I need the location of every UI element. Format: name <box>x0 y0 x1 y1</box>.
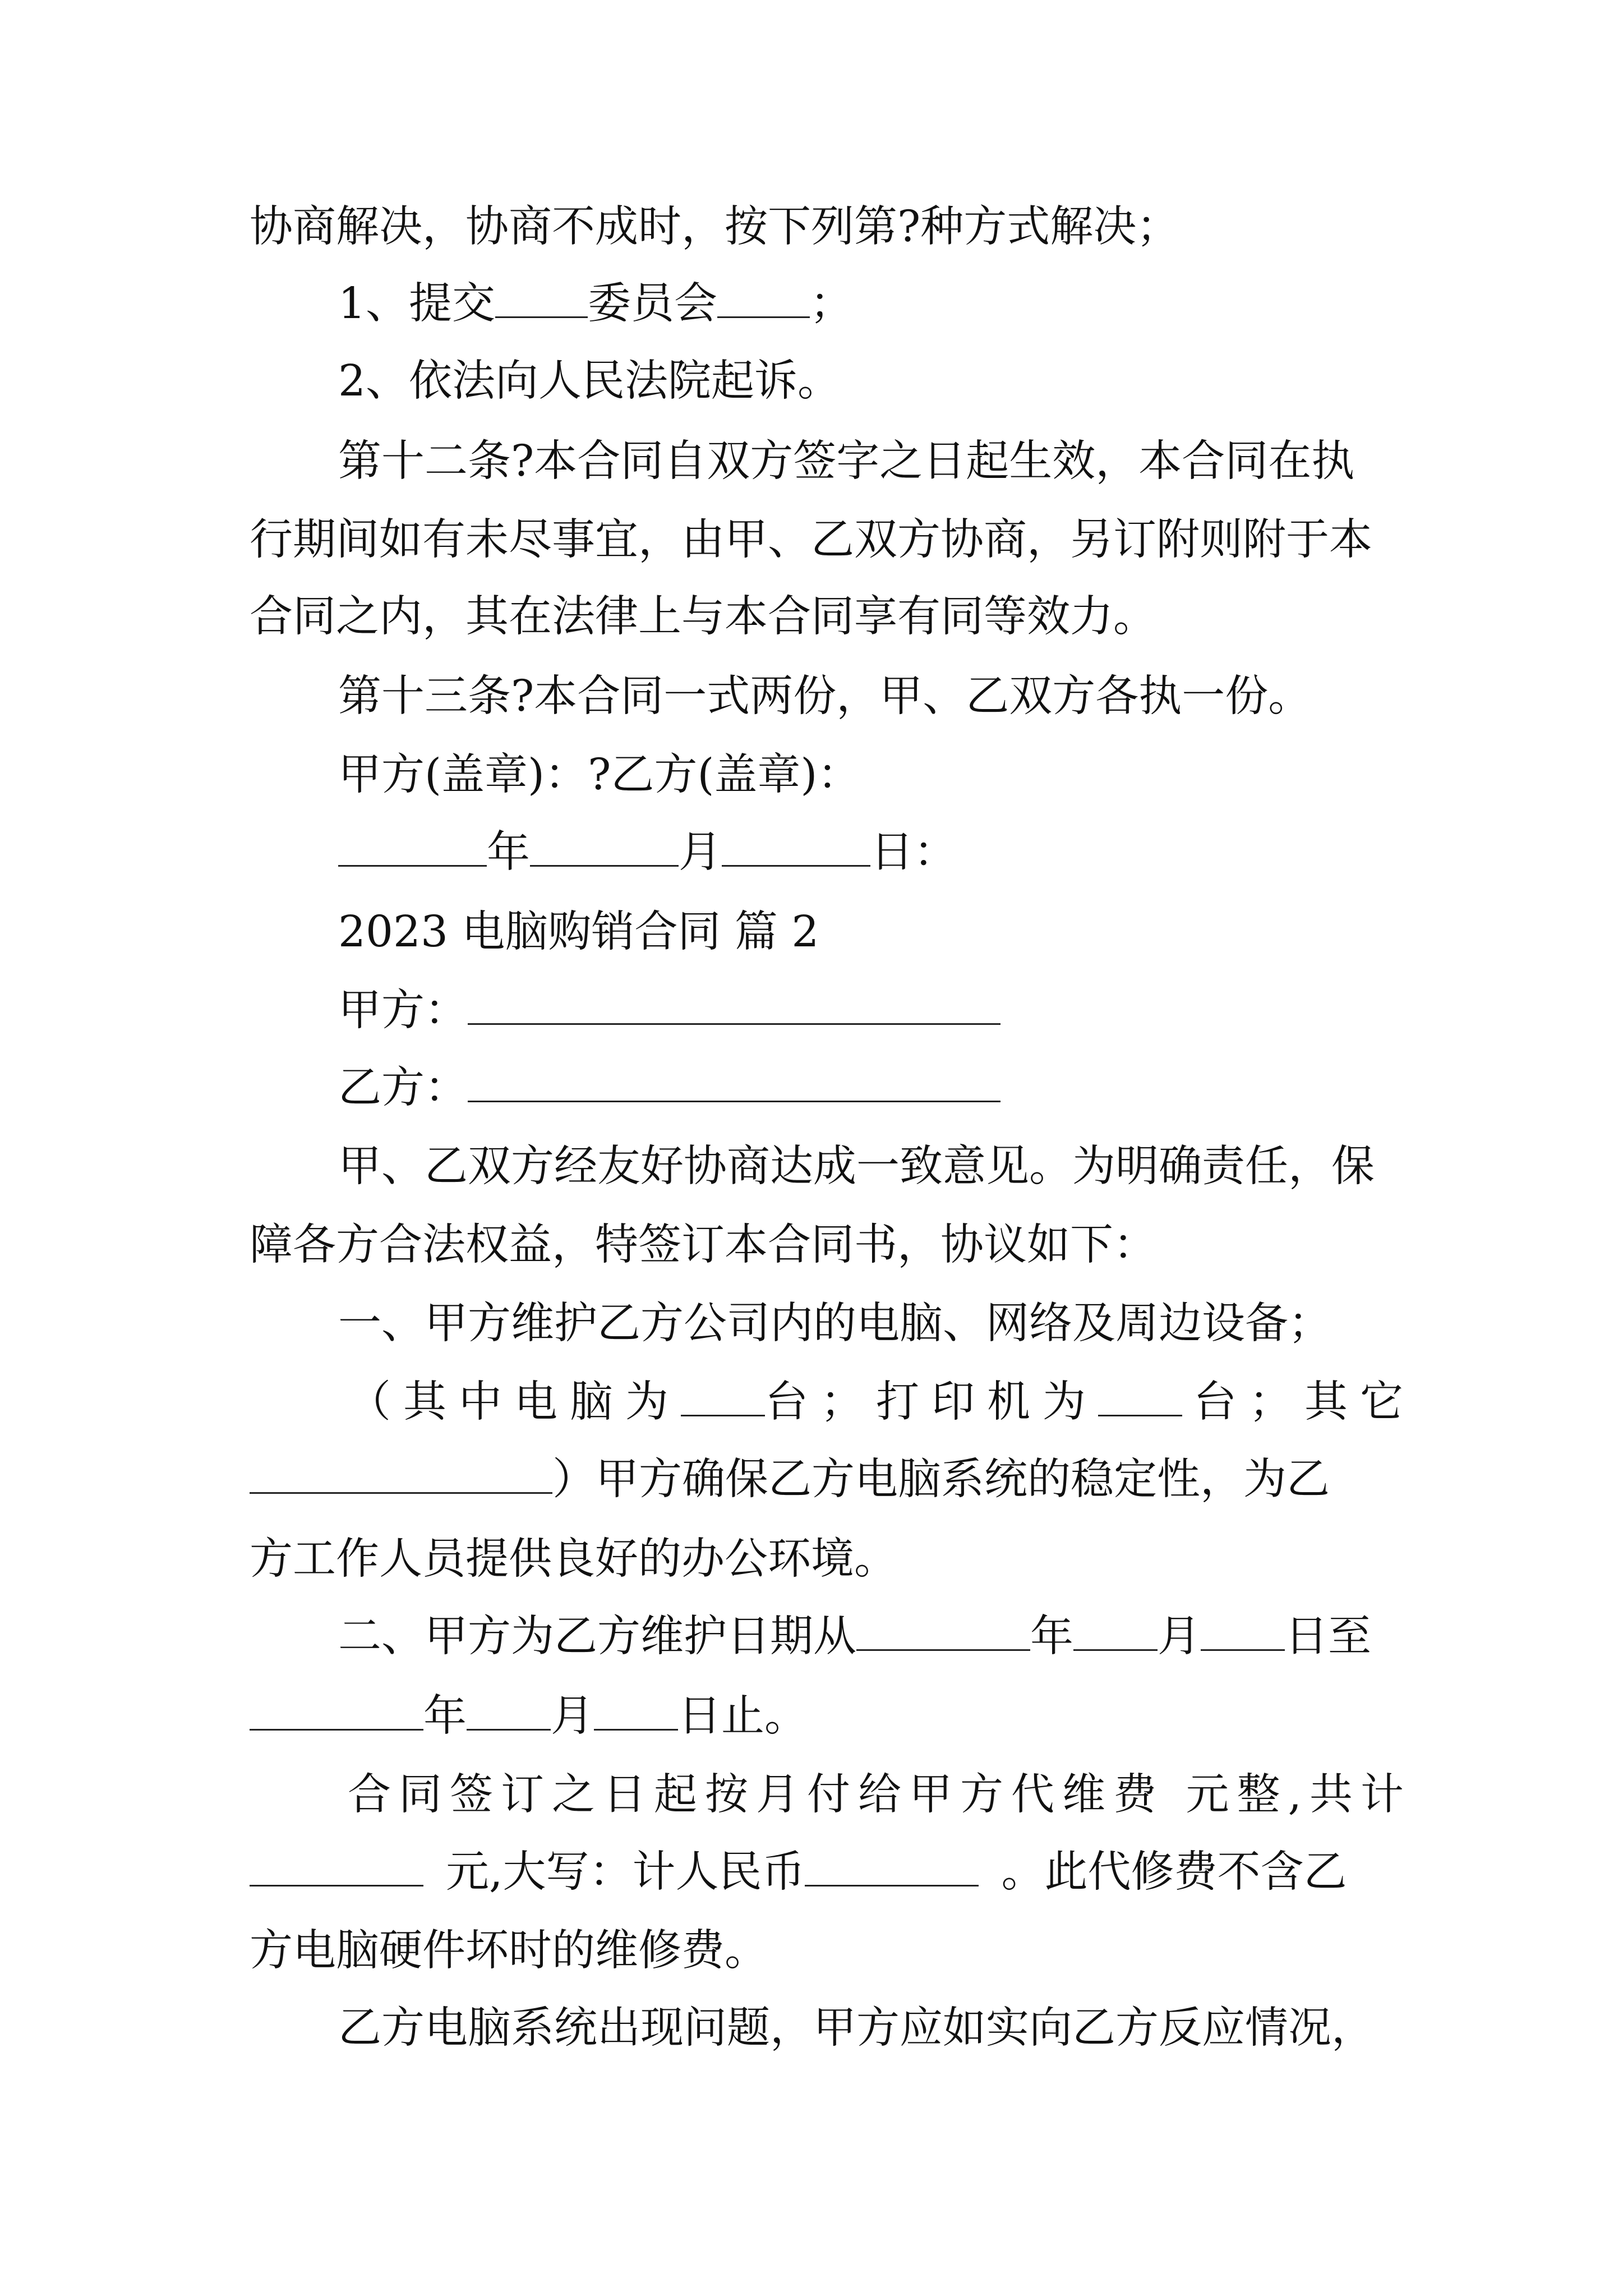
text-line: 一、甲方维护乙方公司内的电脑、网络及周边设备； <box>338 1299 1331 1349</box>
text-line <box>250 1844 1347 1901</box>
fill-blank <box>805 1847 979 1887</box>
text-line: 合同之内，其在法律上与本合同享有同等效力。 <box>250 592 1156 642</box>
text-fragment: 台；打印机为 <box>765 1377 1098 1427</box>
text-line: 障各方合法权益，特签订本合同书，协议如下： <box>250 1220 1156 1270</box>
text-fragment: 年 <box>487 827 530 877</box>
text-fragment: 月 <box>551 1691 594 1741</box>
text-fragment: 日至 <box>1285 1612 1371 1662</box>
fill-blank <box>495 278 588 318</box>
text-line: 第十二条?本合同自双方签字之日起生效，本合同在执 <box>338 436 1355 486</box>
text-line: 第十三条?本合同一式两份，甲、乙双方各执一份。 <box>338 671 1312 721</box>
text-line: 2、依法向人民法院起诉。 <box>338 356 841 406</box>
fill-blank <box>1098 1377 1182 1416</box>
text-fragment: 甲方： <box>338 986 468 1036</box>
text-line: 行期间如有未尽事宜，由甲、乙双方协商，另订附则附于本 <box>250 515 1372 565</box>
fill-blank <box>250 1847 423 1887</box>
fill-blank <box>250 1454 552 1494</box>
fill-blank <box>856 1611 1030 1651</box>
text-line: 方工作人员提供良好的办公环境。 <box>250 1534 897 1584</box>
text-line <box>338 276 853 332</box>
text-line <box>250 1452 1330 1508</box>
text-fragment: 二、甲方为乙方维护日期从 <box>338 1612 856 1662</box>
text-fragment: 年 <box>423 1691 467 1741</box>
fill-blank <box>468 1062 1000 1102</box>
text-line <box>348 1374 1415 1430</box>
fill-blank <box>717 278 810 318</box>
party-b-line <box>338 1060 1000 1116</box>
fill-blank <box>1073 1611 1158 1651</box>
fill-blank <box>250 1691 423 1731</box>
text-line: 协商解决，协商不成时，按下列第?种方式解决； <box>250 202 1180 252</box>
text-fragment: 1、提交 <box>338 279 495 329</box>
text-line: 甲方(盖章)：?乙方(盖章)： <box>338 750 861 800</box>
text-fragment: 年 <box>1030 1612 1073 1662</box>
text-fragment: 月 <box>679 827 722 877</box>
text-fragment: 日止。 <box>678 1691 808 1741</box>
date-line <box>338 825 957 881</box>
text-fragment: 台；其它 <box>1193 1377 1415 1427</box>
text-line: 方电脑硬件坏时的维修费。 <box>250 1926 768 1976</box>
fill-blank <box>681 1377 765 1416</box>
text-line: 合同签订之日起按月付给甲方代维费 元整,共计 <box>348 1770 1412 1820</box>
fill-blank <box>467 1691 551 1731</box>
text-fragment: 。此代修费不含乙 <box>1001 1847 1347 1897</box>
text-fragment: （其中电脑为 <box>348 1377 681 1427</box>
fill-blank <box>722 827 870 867</box>
text-fragment: ）甲方确保乙方电脑系统的稳定性，为乙 <box>552 1455 1330 1504</box>
text-line <box>338 1609 1371 1665</box>
text-fragment: 元,大写：计人民币 <box>446 1847 805 1897</box>
text-fragment: 乙方： <box>338 1063 468 1113</box>
text-line: 乙方电脑系统出现问题，甲方应如实向乙方反应情况， <box>338 2003 1375 2053</box>
text-line <box>250 1688 808 1745</box>
text-fragment: 月 <box>1158 1612 1201 1662</box>
text-fragment: 委员会 <box>588 279 717 329</box>
fill-blank <box>338 827 487 867</box>
text-fragment: 日： <box>870 827 957 877</box>
fill-blank <box>468 985 1000 1025</box>
fill-blank <box>530 827 679 867</box>
text-line: 甲、乙双方经友好协商达成一致意见。为明确责任，保 <box>338 1142 1375 1191</box>
fill-blank <box>1201 1611 1285 1651</box>
section-heading: 2023 电脑购销合同 篇 2 <box>338 907 819 957</box>
party-a-line <box>338 983 1000 1039</box>
fill-blank <box>594 1691 678 1731</box>
text-fragment: ； <box>810 279 853 329</box>
